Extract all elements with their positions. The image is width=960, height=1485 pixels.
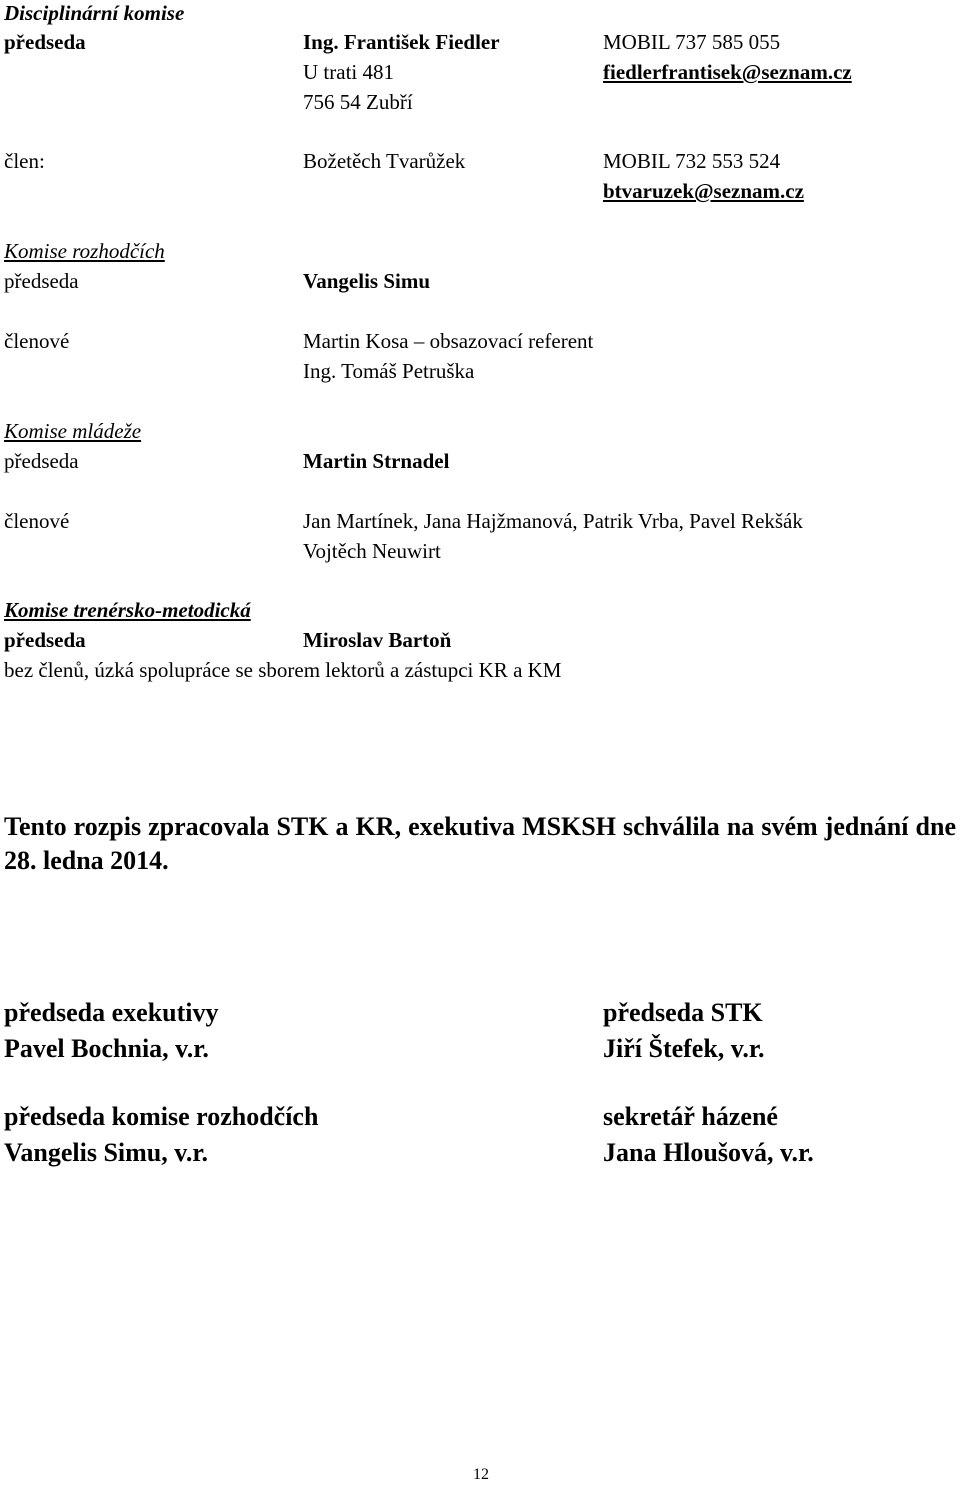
section-title-youth: Komise mládeže <box>4 419 142 443</box>
final-statement: Tento rozpis zpracovala STK a KR, exekutiva MSKSH schválila na svém jednání dne 28. ledna 2014. <box>4 812 956 875</box>
disciplinary-chair-phone: MOBIL 737 585 055 <box>603 30 781 54</box>
section-title-disciplinary: Disciplinární komise <box>4 1 185 25</box>
youth-chair-name: Martin Strnadel <box>303 449 450 473</box>
signature-3-role: předseda komise rozhodčích <box>4 1102 319 1131</box>
coaching-note: bez členů, úzká spolupráce se sborem lektorů a zástupci KR a KM <box>4 658 562 682</box>
disciplinary-chair-email-link[interactable]: fiedlerfrantisek@seznam.cz <box>603 60 852 84</box>
disciplinary-chair-street: U trati 481 <box>303 60 394 84</box>
disciplinary-chair-role: předseda <box>4 30 86 54</box>
signature-3-name: Vangelis Simu, v.r. <box>4 1138 208 1167</box>
signature-4-name: Jana Hloušová, v.r. <box>603 1138 814 1167</box>
signature-2-role: předseda STK <box>603 998 763 1027</box>
youth-members-line-2: Vojtěch Neuwirt <box>303 539 441 563</box>
signature-4-role: sekretář házené <box>603 1102 778 1131</box>
signature-1-role: předseda exekutivy <box>4 998 219 1027</box>
youth-members-role: členové <box>4 509 70 533</box>
page-number: 12 <box>473 1466 489 1483</box>
section-title-coaching: Komise trenérsko-metodická <box>4 598 251 622</box>
referees-chair-name: Vangelis Simu <box>303 269 431 293</box>
coaching-chair-name: Miroslav Bartoň <box>303 628 452 652</box>
disciplinary-member-role: člen: <box>4 149 45 173</box>
referees-chair-role: předseda <box>4 269 79 293</box>
referees-member-1: Martin Kosa – obsazovací referent <box>303 329 594 353</box>
referees-members-role: členové <box>4 329 70 353</box>
youth-chair-role: předseda <box>4 449 79 473</box>
coaching-chair-role: předseda <box>4 628 86 652</box>
signature-1-name: Pavel Bochnia, v.r. <box>4 1034 209 1063</box>
disciplinary-chair-city: 756 54 Zubří <box>303 90 413 114</box>
disciplinary-member-email-link[interactable]: btvaruzek@seznam.cz <box>603 179 804 203</box>
disciplinary-chair-name: Ing. František Fiedler <box>303 30 500 54</box>
section-title-referees: Komise rozhodčích <box>4 239 165 263</box>
disciplinary-member-phone: MOBIL 732 553 524 <box>603 149 781 173</box>
disciplinary-member-name: Božetěch Tvarůžek <box>303 149 466 173</box>
referees-member-2: Ing. Tomáš Petruška <box>303 359 475 383</box>
signature-2-name: Jiří Štefek, v.r. <box>603 1034 765 1063</box>
youth-members-line-1: Jan Martínek, Jana Hajžmanová, Patrik Vrba, Pavel Rekšák <box>303 509 803 533</box>
